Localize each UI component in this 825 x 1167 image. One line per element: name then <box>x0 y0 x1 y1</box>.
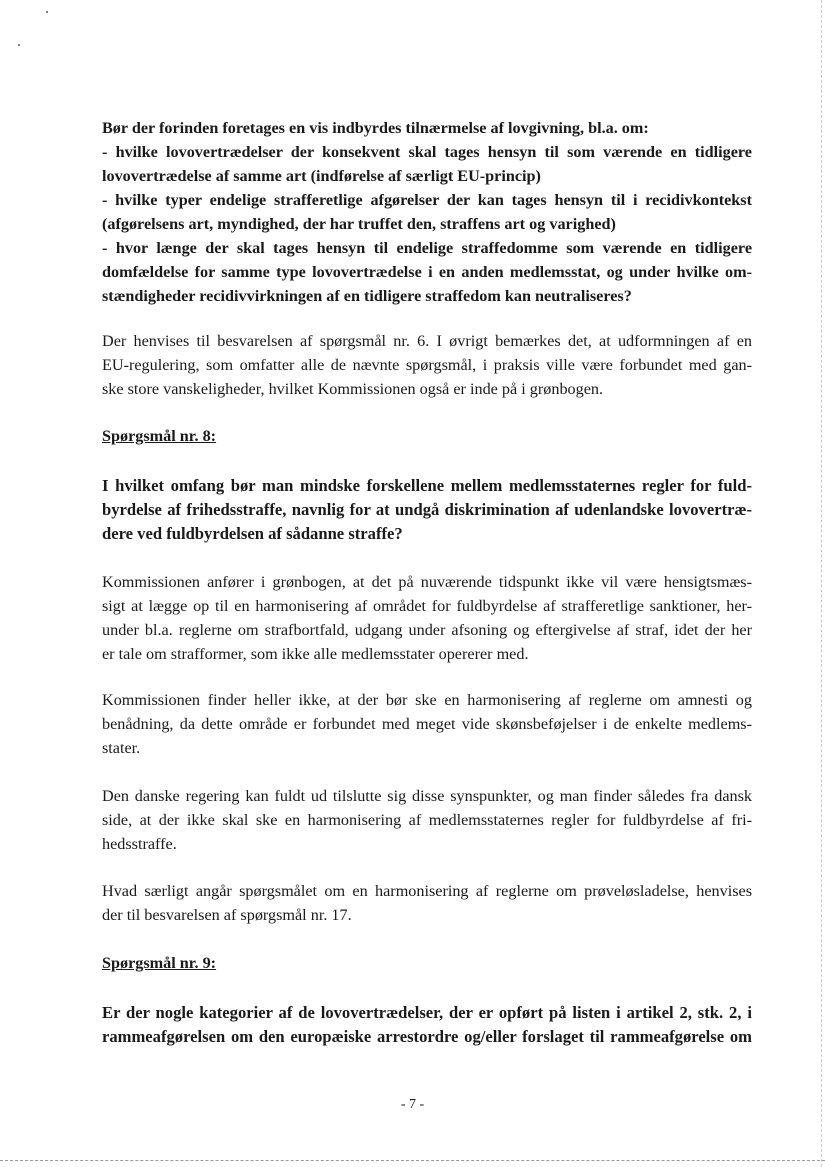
text-line: - hvilke typer endelige strafferetlige afgørelser der kan tages hensyn til i recidivkontekst <box>102 191 752 209</box>
text-line: Hvad særligt angår spørgsmålet om en harmonisering af reglerne om prøveløsladelse, henvises <box>102 882 752 900</box>
text-line: EU-regulering, som omfatter alle de nævnte spørgsmål, i praksis ville være forbundet med gan- <box>102 356 752 374</box>
question-8-text <box>102 474 752 546</box>
text-line: Kommissionen finder heller ikke, at der bør ske en harmonisering af reglerne om amnesti og <box>102 691 752 709</box>
text-line: benådning, da dette område er forbundet med meget vide skønsbeføjelser i de enkelte medlems- <box>102 715 752 733</box>
text-line: dere ved fuldbyrdelsen af sådanne straffe? <box>102 524 403 543</box>
text-line: er tale om strafformer, som ikke alle medlemsstater opererer med. <box>102 645 529 663</box>
text-line: der til besvarelsen af spørgsmål nr. 17. <box>102 906 352 924</box>
text-line: under bl.a. reglerne om strafbortfald, udgang under afsoning og eftergivelse af straf, idet der her <box>102 621 752 639</box>
text-line: - hvor længe der skal tages hensyn til endelige straffedomme som værende en tidligere <box>102 239 752 257</box>
text-line: - hvilke lovovertrædelser der konsekvent skal tages hensyn til som værende en tidligere <box>102 143 752 161</box>
question-7-text <box>102 116 752 308</box>
section-heading-8: Spørgsmål nr. 8: <box>102 427 217 445</box>
answer-7-paragraph <box>102 329 752 401</box>
text-line: stater. <box>102 739 141 757</box>
text-line: byrdelse af frihedsstraffe, navnlig for at undgå diskrimination af udenlandske lovovertræ- <box>102 500 752 519</box>
scan-speck <box>46 11 48 13</box>
text-line: I hvilket omfang bør man mindske forskellene mellem medlemsstaternes regler for fuld- <box>102 476 752 495</box>
question-9-text <box>102 1001 752 1049</box>
text-line: lovovertrædelse af samme art (indførelse af særligt EU-princip) <box>102 167 541 185</box>
text-line: Den danske regering kan fuldt ud tilslutte sig disse synspunkter, og man finder således fra dansk <box>102 787 752 805</box>
text-line: stændigheder recidivvirkningen af en tidligere straffedom kan neutraliseres? <box>102 287 632 305</box>
text-line: Kommissionen anfører i grønbogen, at det på nuværende tidspunkt ikke vil være hensigtsmæs- <box>102 573 752 591</box>
text-line: (afgørelsens art, myndighed, der har truffet den, straffens art og varighed) <box>102 215 616 233</box>
text-line: Bør der forinden foretages en vis indbyrdes tilnærmelse af lovgivning, bl.a. om: <box>102 119 649 137</box>
text-line: domfældelse for samme type lovovertrædelse i en anden medlemsstat, og under hvilke om- <box>102 263 752 281</box>
scan-edge <box>821 0 823 1167</box>
answer-8-paragraph-1 <box>102 570 752 666</box>
page-number: - 7 - <box>400 1097 425 1112</box>
section-heading-9: Spørgsmål nr. 9: <box>102 954 217 972</box>
scan-speck <box>18 44 20 46</box>
text-line: side, at der ikke skal ske en harmonisering af medlemsstaternes regler for fuldbyrdelse af fri- <box>102 811 752 829</box>
text-line: hedsstraffe. <box>102 835 177 853</box>
text-line: ske store vanskeligheder, hvilket Kommissionen også er inde på i grønbogen. <box>102 380 604 398</box>
text-line: Der henvises til besvarelsen af spørgsmål nr. 6. I øvrigt bemærkes det, at udformningen af en <box>102 332 752 350</box>
text-line: rammeafgørelsen om den europæiske arrestordre og/eller forslaget til rammeafgørelse om <box>102 1027 752 1046</box>
text-line: Er der nogle kategorier af de lovovertrædelser, der er opført på listen i artikel 2, stk. 2, i <box>102 1003 752 1022</box>
scan-bottom-edge <box>0 1160 825 1162</box>
answer-8-paragraph-2 <box>102 688 752 760</box>
answer-8-paragraph-3 <box>102 784 752 856</box>
text-line: sigt at lægge op til en harmonisering af området for fuldbyrdelse af strafferetlige sanktioner, her- <box>102 597 752 615</box>
answer-8-paragraph-4 <box>102 879 752 927</box>
